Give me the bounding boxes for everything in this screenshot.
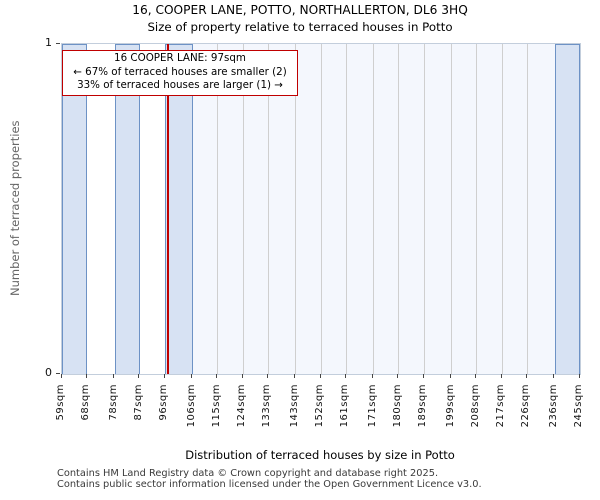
x-tick-label: 87sqm (132, 384, 144, 421)
x-tick-label: 226sqm (520, 384, 532, 428)
x-tick-label: 68sqm (80, 384, 92, 421)
x-tick-mark (579, 374, 580, 378)
x-tick-mark (294, 374, 295, 378)
x-tick-label: 161sqm (339, 384, 351, 428)
y-tick-mark (56, 43, 60, 44)
y-tick-label-0: 0 (45, 366, 52, 379)
annotation-line-3: 33% of terraced houses are larger (1) → (77, 79, 283, 92)
grid-line (502, 44, 503, 374)
grid-line (346, 44, 347, 374)
x-tick-label: 124sqm (236, 384, 248, 428)
footer-line-1: Contains HM Land Registry data © Crown copyright and database right 2025. (57, 468, 439, 479)
x-tick-mark (423, 374, 424, 378)
x-tick-mark (113, 374, 114, 378)
x-tick-mark (345, 374, 346, 378)
x-tick-label: 143sqm (288, 384, 300, 428)
x-tick-label: 59sqm (55, 384, 66, 421)
grid-line (373, 44, 374, 374)
x-tick-mark (86, 374, 87, 378)
subject-annotation-box (62, 50, 298, 96)
x-tick-label: 152sqm (314, 384, 325, 428)
x-tick-mark (320, 374, 321, 378)
footer-line-2: Contains public sector information licensed under the Open Government Licence v3.0. (57, 479, 482, 490)
x-tick-label: 180sqm (391, 384, 403, 428)
chart-subtitle: Size of property relative to terraced houses in Potto (147, 20, 453, 34)
grid-line (451, 44, 452, 374)
x-tick-mark (501, 374, 502, 378)
attribution-footer (57, 468, 482, 490)
x-tick-mark (397, 374, 398, 378)
grid-line (424, 44, 425, 374)
y-tick-mark (56, 373, 60, 374)
x-tick-mark (372, 374, 373, 378)
x-tick-label: 133sqm (261, 384, 273, 428)
annotation-line-1: 16 COOPER LANE: 97sqm (114, 52, 246, 64)
x-tick-label: 106sqm (185, 384, 197, 428)
x-tick-mark (61, 374, 62, 378)
x-tick-mark (475, 374, 476, 378)
x-tick-label: 208sqm (469, 384, 481, 428)
x-tick-mark (164, 374, 165, 378)
grid-line (321, 44, 322, 374)
annotation-line-2: ← 67% of terraced houses are smaller (2) (73, 65, 287, 78)
x-tick-mark (216, 374, 217, 378)
x-tick-label: 115sqm (210, 384, 222, 428)
x-tick-label: 217sqm (495, 384, 507, 428)
x-tick-label: 236sqm (547, 384, 559, 428)
x-tick-mark (450, 374, 451, 378)
y-axis-title: Number of terraced properties (8, 120, 22, 296)
x-tick-label: 171sqm (366, 384, 378, 428)
x-tick-mark (138, 374, 139, 378)
x-tick-label: 78sqm (107, 384, 119, 421)
x-tick-label: 96sqm (158, 384, 170, 421)
x-tick-label: 245sqm (573, 384, 584, 428)
grid-line (527, 44, 528, 374)
chart-title: 16, COOPER LANE, POTTO, NORTHALLERTON, DL6 3HQ (132, 3, 468, 17)
x-tick-mark (242, 374, 243, 378)
x-tick-label: 199sqm (444, 384, 456, 428)
grid-line (476, 44, 477, 374)
grid-line (398, 44, 399, 374)
x-tick-mark (191, 374, 192, 378)
x-tick-mark (267, 374, 268, 378)
histogram-bar (555, 44, 580, 374)
x-tick-mark (553, 374, 554, 378)
x-tick-label: 189sqm (417, 384, 429, 428)
y-tick-label-1: 1 (45, 36, 52, 49)
x-tick-mark (526, 374, 527, 378)
x-axis-title: Distribution of terraced houses by size in Potto (185, 448, 455, 462)
